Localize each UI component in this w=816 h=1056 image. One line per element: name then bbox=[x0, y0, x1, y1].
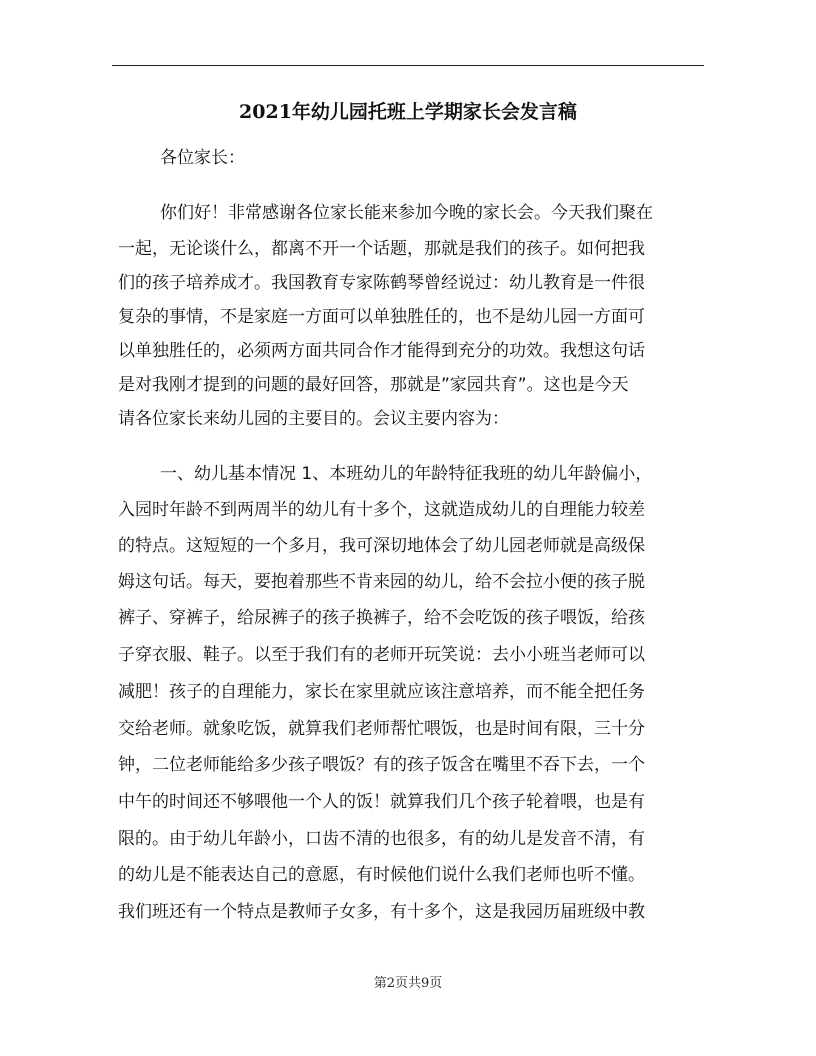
paragraph-line: 子穿衣服、鞋子。以至于我们有的老师开玩笑说：去小小班当老师可以 bbox=[118, 645, 645, 665]
paragraph-line: 姆这句话。每天，要抱着那些不肯来园的幼儿，给不会拉小便的孩子脱 bbox=[118, 572, 645, 592]
paragraph-line: 们的孩子培养成才。我国教育专家陈鹤琴曾经说过：幼儿教育是一件很 bbox=[118, 273, 645, 293]
paragraph-line: 裤子、穿裤子，给尿裤子的孩子换裤子，给不会吃饭的孩子喂饭，给孩 bbox=[118, 608, 645, 628]
header-rule bbox=[112, 65, 704, 66]
paragraph-line: 一起，无论谈什么，都离不开一个话题，那就是我们的孩子。如何把我 bbox=[118, 239, 645, 259]
paragraph-line: 我们班还有一个特点是教师子女多，有十多个，这是我园历届班级中教 bbox=[118, 902, 645, 922]
document-title: 2021年幼儿园托班上学期家长会发言稿 bbox=[239, 101, 577, 123]
salutation: 各位家长： bbox=[160, 148, 245, 168]
paragraph-line: 复杂的事情，不是家庭一方面可以单独胜任的，也不是幼儿园一方面可 bbox=[118, 307, 645, 327]
paragraph-line: 钟，二位老师能给多少孩子喂饭？有的孩子饭含在嘴里不吞下去，一个 bbox=[118, 755, 645, 775]
page-number: 第2页共9页 bbox=[373, 976, 443, 991]
paragraph-line: 入园时年龄不到两周半的幼儿有十多个，这就造成幼儿的自理能力较差 bbox=[118, 500, 645, 520]
paragraph-line: 一、幼儿基本情况 1、本班幼儿的年龄特征我班的幼儿年龄偏小， bbox=[160, 464, 653, 484]
paragraph-line: 是对我刚才提到的问题的最好回答，那就是”家园共育”。这也是今天 bbox=[118, 375, 629, 395]
paragraph-line: 限的。由于幼儿年龄小，口齿不清的也很多，有的幼儿是发音不清，有 bbox=[118, 829, 645, 849]
paragraph-line: 以单独胜任的，必须两方面共同合作才能得到充分的功效。我想这句话 bbox=[118, 341, 645, 361]
paragraph-line: 减肥！孩子的自理能力，家长在家里就应该注意培养，而不能全把任务 bbox=[118, 682, 645, 702]
paragraph-line: 你们好！非常感谢各位家长能来参加今晚的家长会。今天我们聚在 bbox=[160, 203, 653, 223]
paragraph-line: 请各位家长来幼儿园的主要目的。会议主要内容为： bbox=[118, 409, 509, 429]
paragraph-line: 的特点。这短短的一个多月，我可深切地体会了幼儿园老师就是高级保 bbox=[118, 536, 645, 556]
paragraph-line: 的幼儿是不能表达自己的意愿，有时候他们说什么我们老师也听不懂。 bbox=[118, 865, 645, 885]
paragraph-line: 中午的时间还不够喂他一个人的饭！就算我们几个孩子轮着喂，也是有 bbox=[118, 792, 645, 812]
paragraph-line: 交给老师。就象吃饭，就算我们老师帮忙喂饭，也是时间有限，三十分 bbox=[118, 719, 645, 739]
